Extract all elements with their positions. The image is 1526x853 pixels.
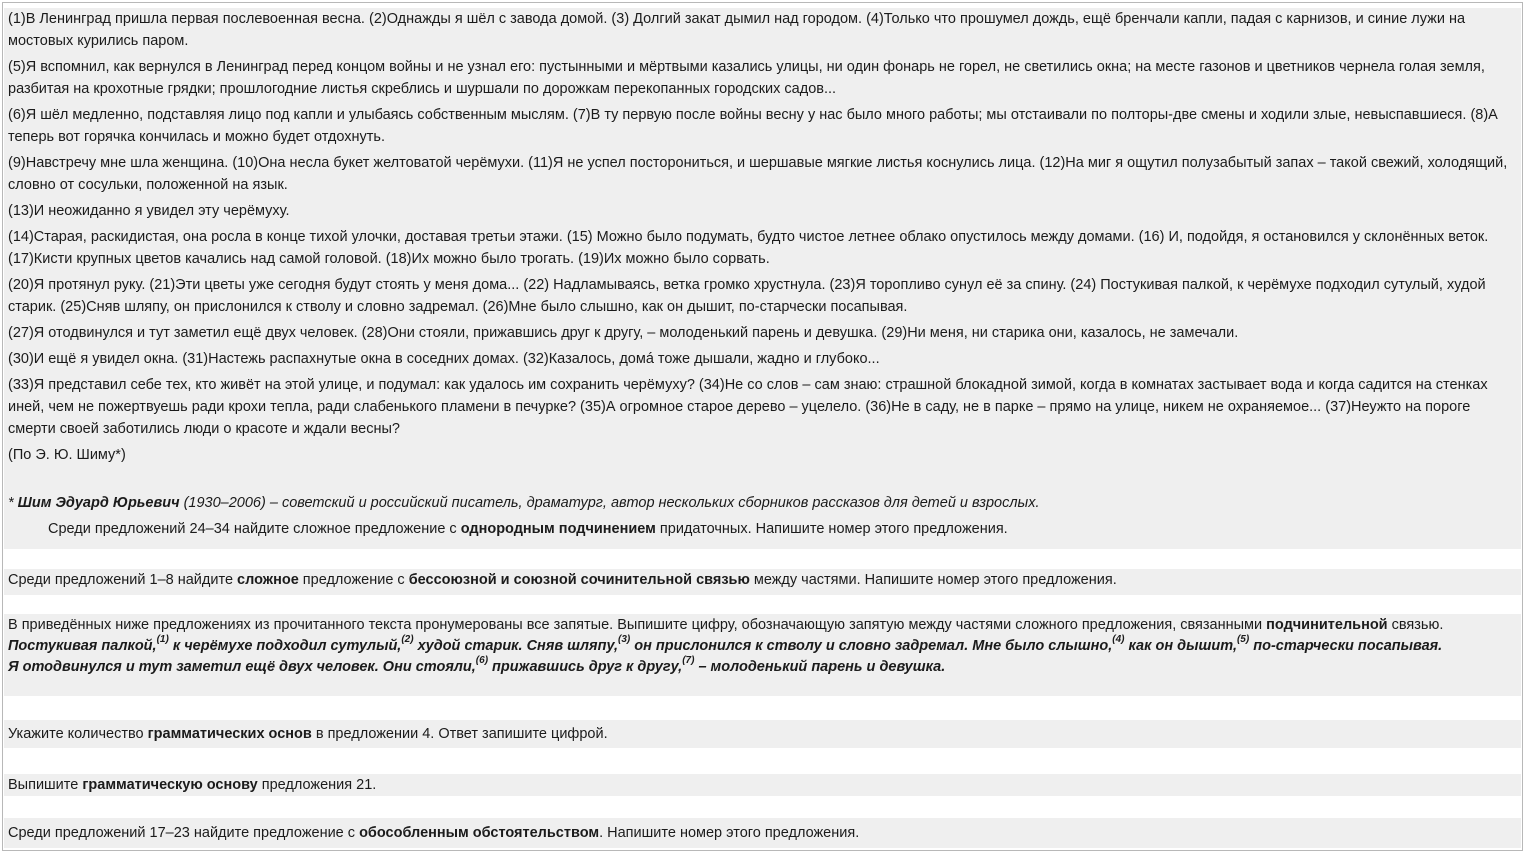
comma-number: (7) (682, 655, 695, 667)
text-paragraph-7: (20)Я протянул руку. (21)Эти цветы уже сегодня будут стоять у меня дома... (22) Надламываясь, ветка громко хрустнула. (23)Я торопливо сунул её за спину. (24) Постукивая палкой, к черёмухе подходил сутулый, худой старик. (25)Сняв шляпу, он прислонился к стволу и словно задремал. (26)Мне было слышно, как он дышит, по-старчески посапывая. (8, 277, 1486, 315)
text-paragraph-9: (30)И ещё я увидел окна. (31)Настежь распахнутые окна в соседних домах. (32)Казалось, домá тоже дышали, жадно и глубоко... (8, 351, 880, 367)
comma-number: (1) (156, 634, 169, 646)
text-paragraph-3: (6)Я шёл медленно, подставляя лицо под капли и улыбаясь собственным мыслям. (7)В ту первую после войны весну у нас было много работы; мы отстаивали по полторы-две смены и ходили злые, невыспавшиеся. (8)А теперь вот горячка кончилась и можно будет отдохнуть. (8, 107, 1498, 145)
comma-number: (3) (618, 634, 631, 646)
task-compound-sentence: Среди предложений 1–8 найдите сложное предложение с бессоюзной и союзной сочинительной связью между частями. Напишите номер этого предложения. (8, 572, 1117, 588)
task-complex-subordination: Среди предложений 24–34 найдите сложное предложение с однородным подчинением придаточных. Напишите номер этого предложения. (48, 521, 1008, 537)
comma-number: (6) (475, 655, 489, 667)
text-paragraph-2: (5)Я вспомнил, как вернулся в Ленинград перед концом войны и не узнал его: пустынными и мёртвыми казались улицы, ни один фонарь не горел, не светились окна; на месте газонов и цветников чернела голая земля, разбитая на крохотные грядки; прошлогодние листья скреблись и шуршали по дорожкам перекопанных городских садов... (8, 59, 1485, 97)
task-adverbial-modifier: Среди предложений 17–23 найдите предложение с обособленным обстоятельством. Напишите номер этого предложения. (8, 825, 860, 841)
text-block (4, 8, 1521, 549)
task-block-4 (4, 774, 1521, 796)
text-paragraph-8: (27)Я отодвинулся и тут заметил ещё двух человек. (28)Они стояли, прижавшись друг к другу, – молоденький парень и девушка. (29)Ни меня, ни старика они, казалось, не замечали. (8, 325, 1239, 341)
comma-number: (5) (1236, 634, 1250, 646)
text-paragraph-4: (9)Навстречу мне шла женщина. (10)Она несла букет желтоватой черёмухи. (11)Я не успел посторониться, и шершавые мягкие листья коснулись лица. (12)На миг я ощутил полузабытый запах – такой свежий, холодящий, словно от сосульки, положенной на язык. (8, 155, 1508, 193)
comma-number: (4) (1112, 634, 1125, 646)
commas-sentence-line-1: Постукивая палкой,$^{(1)}$ к черёмухе подходил сутулый,$^{(2)}$ худой старик. Сняв шляпу,$^{(3)}$ он прислонился к стволу и словно задремал. Мне было слышно,$^{(4)}$ как он дышит,$^{(5)}$ по-старчески посапывая. (8, 634, 1443, 654)
commas-sentence-line-2: Я отодвинулся и тут заметил ещё двух человек. Они стояли,$^{(6)}$ прижавшись друг к другу,$^{(7)}$ – молоденький парень и девушка. (8, 655, 946, 675)
task-grammar-base: Выпишите грамматическую основу предложения 21. (8, 777, 377, 793)
task-block-2 (4, 614, 1521, 696)
page-frame (2, 2, 1523, 851)
text-paragraph-10: (33)Я представил себе тех, кто живёт на этой улице, и подумал: как удалось им сохранить черёмуху? (34)Не со слов – сам знаю: страшной блокадной зимой, когда в комнатах застывает вода и когда садится на стенках иней, чем не пожертвуешь ради крохи тепла, ради слабенького пламени в печурке? (35)А огромное старое дерево – уцелело. (36)Не в саду, не в парке – прямо на улице, никем не охраняемое... (37)Неужто на пороге смерти своей заботились люди о красоте и ждали весны? (8, 377, 1488, 437)
author-name: Шим Эдуард Юрьевич (17, 495, 180, 511)
comma-number: (2) (401, 634, 414, 646)
task-block-1 (4, 569, 1521, 595)
task-block-5 (4, 818, 1521, 848)
task-block-3 (4, 720, 1521, 748)
text-paragraph-1: (1)В Ленинград пришла первая послевоенная весна. (2)Однажды я шёл с завода домой. (3) Долгий закат дымил над городом. (4)Только что прошумел дождь, ещё бренчали капли, падая с карнизов, и синие лужи на мостовых курились паром. (8, 11, 1466, 49)
author-footnote: * Шим Эдуард Юрьевич (1930–2006) – советский и российский писатель, драматург, автор нескольких сборников рассказов для детей и взрослых. (8, 495, 1040, 511)
task-grammar-bases-count: Укажите количество грамматических основ в предложении 4. Ответ запишите цифрой. (8, 726, 608, 742)
task-commas-intro: В приведённых ниже предложениях из прочитанного текста пронумерованы все запятые. Выпишите цифру, обозначающую запятую между частями сложного предложения, связанными подчинительной связью. (8, 617, 1444, 633)
text-source: (По Э. Ю. Шиму*) (8, 447, 126, 463)
text-paragraph-6: (14)Старая, раскидистая, она росла в конце тихой улочки, доставая третьи этажи. (15) Можно было подумать, будто чистое летнее облако опустилось между домами. (16) И, подойдя, я остановился у склонённых веток. (17)Кисти крупных цветов качались над самой головой. (18)Их можно было трогать. (19)Их можно было сорвать. (8, 229, 1489, 267)
text-paragraph-5: (13)И неожиданно я увидел эту черёмуху. (8, 203, 290, 219)
